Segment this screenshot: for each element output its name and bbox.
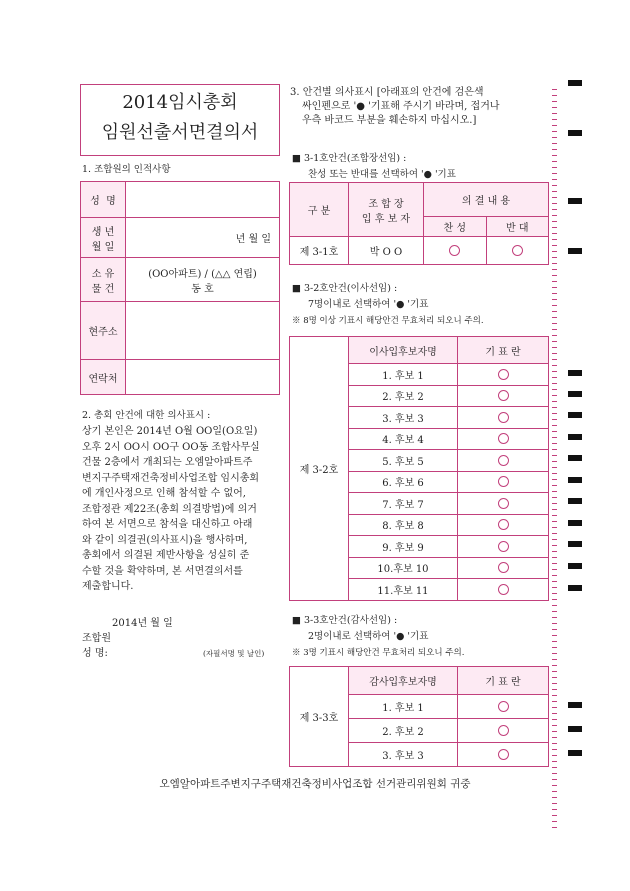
vote-circle-icon[interactable] <box>498 562 509 573</box>
section2-line: 오후 2시 OO시 OO구 OO동 조합사무실 <box>82 441 260 453</box>
section1-heading: 1. 조합원의 인적사항 <box>82 164 171 175</box>
candidate-name: 2. 후보 2 <box>349 385 458 407</box>
section2-line: 하여 본 서면으로 참석을 대신하고 아래 <box>82 519 253 530</box>
candidate-name: 5. 후보 5 <box>349 450 458 472</box>
vote-cell[interactable] <box>458 514 549 536</box>
vote-circle-icon[interactable] <box>498 369 509 380</box>
timing-mark <box>568 248 582 254</box>
item1-vote-against[interactable] <box>486 237 549 265</box>
item3-note: ※ 3명 기표시 해당안건 무효처리 되오니 주의. <box>292 648 465 658</box>
vote-cell[interactable] <box>458 557 549 579</box>
vote-cell[interactable] <box>458 407 549 429</box>
birthdate-label: 생 년 월 일 <box>81 218 126 258</box>
footer-recipient: 오엠알아파트주변지구주택재건축정비사업조합 선거관리위원회 귀중 <box>159 778 471 790</box>
item1-col-decision: 의 결 내 용 <box>424 183 549 217</box>
vote-cell[interactable] <box>458 385 549 407</box>
vote-circle-icon[interactable] <box>498 519 509 530</box>
item2-title: ■ 3-2호안건(이사선임) : <box>292 283 398 294</box>
vote-circle-icon[interactable] <box>498 725 509 736</box>
signature-note: (자필서명 및 날인) <box>203 649 265 658</box>
item1-table <box>289 182 549 265</box>
item2-row-label: 제 3-2호 <box>290 337 349 601</box>
vote-circle-icon[interactable] <box>512 245 523 256</box>
vote-circle-icon[interactable] <box>498 476 509 487</box>
vote-circle-icon[interactable] <box>498 541 509 552</box>
address-field[interactable] <box>126 302 280 360</box>
vote-cell[interactable] <box>458 579 549 601</box>
section2-line: 총회에서 의결된 제반사항을 성실히 준 <box>82 550 250 561</box>
vote-circle-icon[interactable] <box>498 701 509 712</box>
timing-mark <box>568 198 582 204</box>
timing-mark <box>568 563 582 569</box>
birthdate-field[interactable]: 년 월 일 <box>126 218 280 258</box>
section2-line: 제출합니다. <box>82 581 134 592</box>
vote-circle-icon[interactable] <box>498 584 509 595</box>
candidate-name: 8. 후보 8 <box>349 514 458 536</box>
submission-date: 2014년 월 일 <box>112 618 173 629</box>
property-label: 소 유 물 건 <box>81 258 126 302</box>
item2-instruction: 7명이내로 선택하여 '● '기표 <box>308 299 429 310</box>
item3-table <box>289 666 549 767</box>
item2-table <box>289 336 549 601</box>
vote-cell[interactable] <box>458 450 549 472</box>
section2-line: 수할 것을 확약하며, 본 서면결의서를 <box>82 565 243 577</box>
timing-mark <box>568 498 582 504</box>
item1-title: ■ 3-1호안건(조합장선임) : <box>292 153 407 164</box>
item1-col-for: 찬 성 <box>424 217 487 237</box>
member-label: 조합원 <box>82 633 111 644</box>
item1-instruction: 찬성 또는 반대를 선택하여 '● '기표 <box>308 169 456 180</box>
item3-col-candidate: 감사입후보자명 <box>349 667 458 695</box>
vote-cell[interactable] <box>458 471 549 493</box>
candidate-name: 3. 후보 3 <box>349 407 458 429</box>
item3-instruction: 2명이내로 선택하여 '● '기표 <box>308 631 429 642</box>
timing-mark <box>568 477 582 483</box>
signature-name-label: 성 명: <box>82 648 108 659</box>
vote-cell[interactable] <box>458 536 549 558</box>
item1-col-category: 구 분 <box>290 183 349 237</box>
vote-circle-icon[interactable] <box>498 749 509 760</box>
candidate-name: 6. 후보 6 <box>349 471 458 493</box>
timing-mark <box>568 130 582 136</box>
personal-info-table <box>80 181 280 395</box>
vote-circle-icon[interactable] <box>449 245 460 256</box>
vote-cell[interactable] <box>458 695 549 719</box>
name-field[interactable] <box>126 182 280 218</box>
edge-tick-rail <box>552 84 557 832</box>
item3-title: ■ 3-3호안건(감사선임) : <box>292 615 398 626</box>
candidate-name: 11.후보 11 <box>349 579 458 601</box>
candidate-name: 3. 후보 3 <box>349 743 458 767</box>
section2-line: 상기 본인은 2014년 O월 OO일(O요일) <box>82 426 258 437</box>
timing-mark <box>568 520 582 526</box>
address-label: 현주소 <box>81 302 126 360</box>
vote-cell[interactable] <box>458 364 549 386</box>
timing-mark <box>568 455 582 461</box>
vote-cell[interactable] <box>458 493 549 515</box>
item1-col-against: 반 대 <box>486 217 549 237</box>
timing-mark <box>568 750 582 756</box>
vote-circle-icon[interactable] <box>498 498 509 509</box>
vote-circle-icon[interactable] <box>498 455 509 466</box>
candidate-name: 1. 후보 1 <box>349 364 458 386</box>
timing-mark <box>568 702 582 708</box>
timing-mark <box>568 412 582 418</box>
item3-col-vote: 기 표 란 <box>458 667 549 695</box>
item2-col-vote: 기 표 란 <box>458 337 549 364</box>
item1-row-label: 제 3-1호 <box>290 237 349 265</box>
document-title-box <box>80 84 280 156</box>
candidate-name: 7. 후보 7 <box>349 493 458 515</box>
contact-field[interactable] <box>126 360 280 395</box>
vote-circle-icon[interactable] <box>498 390 509 401</box>
item3-row-label: 제 3-3호 <box>290 667 349 767</box>
section2-line: 조합정관 제22조(총회 의결방법)에 의거 <box>82 503 257 515</box>
timing-mark <box>568 80 582 86</box>
section3-heading: 3. 안건별 의사표시 [아래표의 안건에 검은색 싸인펜으로 '● '기표해 주시기 바라며, 접거나 우측 바코드 부분을 훼손하지 마십시오.] <box>290 87 500 126</box>
candidate-name: 9. 후보 9 <box>349 536 458 558</box>
vote-cell[interactable] <box>458 719 549 743</box>
timing-mark <box>568 541 582 547</box>
candidate-name: 1. 후보 1 <box>349 695 458 719</box>
section2-line: 에 개인사정으로 인해 참석할 수 없어, <box>82 488 246 499</box>
vote-circle-icon[interactable] <box>498 433 509 444</box>
timing-mark <box>568 370 582 376</box>
item1-col-candidate: 조 합 장 입 후 보 자 <box>349 183 424 237</box>
timing-mark <box>568 585 582 591</box>
contact-label: 연락처 <box>81 360 126 395</box>
item2-note: ※ 8명 이상 기표시 해당안건 무효처리 되오니 주의. <box>292 316 484 326</box>
name-label: 성 명 <box>81 182 126 218</box>
candidate-name: 10.후보 10 <box>349 557 458 579</box>
property-field[interactable]: (OO아파트) / (△△ 연립) 동 호 <box>126 258 280 302</box>
vote-circle-icon[interactable] <box>498 412 509 423</box>
vote-cell[interactable] <box>458 428 549 450</box>
section2-body <box>82 424 282 595</box>
timing-mark <box>568 391 582 397</box>
document-title-line2: 임원선출서면결의서 <box>101 122 259 143</box>
candidate-name: 2. 후보 2 <box>349 719 458 743</box>
timing-mark <box>568 434 582 440</box>
document-title-line1: 2014임시총회 <box>122 92 238 113</box>
item1-candidate: 박 O O <box>349 237 424 265</box>
candidate-name: 4. 후보 4 <box>349 428 458 450</box>
item1-vote-for[interactable] <box>424 237 487 265</box>
section2-line: 건물 2층에서 개최되는 오엠알아파트주 <box>82 457 253 468</box>
item2-col-candidate: 이사입후보자명 <box>349 337 458 364</box>
vote-cell[interactable] <box>458 743 549 767</box>
section2-line: 변지구주택재건축정비사업조합 임시총회 <box>82 472 260 484</box>
section2-line: 와 같이 의결권(의사표시)을 행사하며, <box>82 534 248 546</box>
section2-heading: 2. 총회 안건에 대한 의사표시 : <box>82 410 211 421</box>
timing-mark <box>568 726 582 732</box>
